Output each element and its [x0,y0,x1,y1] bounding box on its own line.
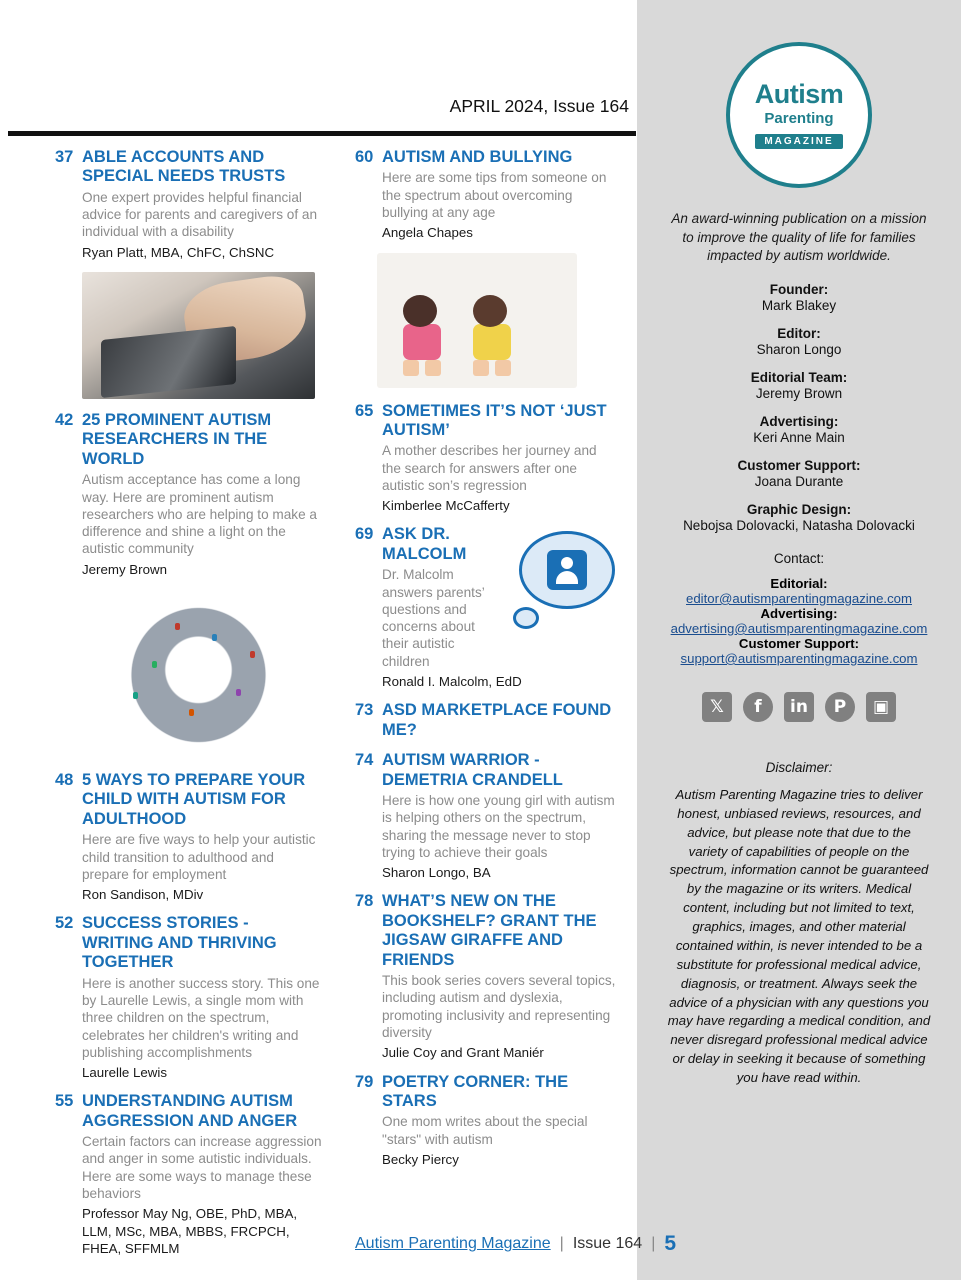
toc-page-number: 69 [355,525,374,544]
toc-entry[interactable] [355,892,617,1061]
page-footer [355,1232,955,1256]
toc-title: POETRY CORNER: THE STARS [382,1072,569,1110]
toc-entry[interactable] [355,402,617,515]
credit-role: Founder: [769,281,829,297]
toc-page-number: 48 [55,770,74,789]
disclaimer-text: Autism Parenting Magazine tries to deliver honest, unbiased reviews, resources, and advice, but please note that due to the variety of capabilities of people on the spectrum, information cannot be guaranteed by the magazine or its writers. Medical content, including but not limited to text, graphics, images, and other material contained within, is never intended to be a substitute for professional medical advice, diagnosis, or treatment. Always seek the advice of a physician with any questions you may have regarding a medical condition, and never disregard professional medical advice or delay in seeking it because of something you have read within. [667,786,931,1085]
facebook-icon[interactable]: f [743,692,773,722]
contact-list [637,576,961,666]
credit-role: Customer Support: [737,457,861,473]
toc-entry[interactable] [355,148,617,242]
credit-role: Editorial Team: [750,369,848,385]
contact-role: Editorial: [770,575,828,591]
toc-description: One mom writes about the special "stars" with autism [382,1114,588,1147]
toc-author: Professor May Ng, OBE, PhD, MBA, LLM, MSc, MBA, MBBS, FRCPCH, FHEA, SFFMLM [82,1206,298,1256]
toc-page-number: 55 [55,1092,74,1111]
toc-author: Ryan Platt, MBA, ChFC, ChSNC [82,244,275,260]
crowd-puzzle-photo [82,589,315,761]
toc-author: Angela Chapes [382,225,473,241]
credit-role: Graphic Design: [746,501,852,517]
toc-author: Ronald I. Malcolm, EdD [382,673,522,689]
contact-email-link[interactable]: support@autismparentingmagazine.com [680,650,918,666]
toc-page-number: 42 [55,410,74,429]
toc-entry[interactable] [355,701,617,740]
masthead-sidebar [637,0,961,1280]
toc-page-number: 37 [55,148,74,166]
child-figure [403,295,441,376]
toc-description: Dr. Malcolm answers parents’ questions and concerns about their autistic children [382,567,485,669]
toc-description: A mother describes her journey and the search for answers after one autistic son’s regression [382,443,597,493]
toc-description: Here is how one young girl with autism is helping others on the spectrum, sharing the message never to stop trying to achieve their goals [382,793,615,860]
toc-author: Julie Coy and Grant Maniér [382,1045,544,1061]
toc-entry[interactable] [355,525,617,690]
toc-column-left [55,148,323,1268]
footer-separator: | [559,1235,564,1252]
footer-page-number: 5 [664,1232,677,1255]
credit-role: Advertising: [759,413,839,429]
credit-name: Sharon Longo [756,341,842,357]
toc-author: Sharon Longo, BA [382,865,491,881]
toc-title: AUTISM AND BULLYING [382,148,573,166]
instagram-icon[interactable]: ▣ [866,692,896,722]
toc-title: WHAT’S NEW ON THE BOOKSHELF? GRANT THE JIGSAW GIRAFFE AND FRIENDS [382,892,597,969]
toc-title: 25 PROMINENT AUTISM RESEARCHERS IN THE WORLD [82,410,272,468]
toc-title: 5 WAYS TO PREPARE YOUR CHILD WITH AUTISM FOR ADULTHOOD [82,770,306,828]
toc-description: This book series covers several topics, including autism and dyslexia, promoting inclusivity and representing diversity [382,973,616,1040]
linkedin-icon[interactable]: in [784,692,814,722]
contact-label: Contact: [773,550,825,566]
toc-entry[interactable] [55,914,323,1081]
toc-author: Ron Sandison, MDiv [82,887,204,903]
toc-entry[interactable] [55,1092,323,1257]
social-links [637,692,961,722]
toc-author: Becky Piercy [382,1151,459,1167]
toc-entry[interactable] [355,1073,617,1169]
toc-column-right [355,148,617,1179]
child-figure [473,295,511,376]
toc-entry[interactable] [55,411,323,578]
footer-issue: Issue 164 [572,1235,643,1252]
toc-description: Here are some tips from someone on the spectrum about overcoming bullying at any age [382,170,607,220]
toc-page-number: 78 [355,892,374,911]
bullying-illustration [377,253,577,388]
toc-title: AUTISM WARRIOR - DEMETRIA CRANDELL [382,751,563,789]
toc-page-number: 79 [355,1072,374,1091]
toc-entry[interactable] [55,148,323,261]
toc-page-number: 73 [355,701,374,720]
header-rule [8,131,636,136]
footer-separator-2: | [651,1235,656,1252]
credit-name: Mark Blakey [761,297,837,313]
credit-name: Joana Durante [754,473,844,489]
toc-entry[interactable] [55,771,323,903]
credit-name: Keri Anne Main [753,429,845,445]
toc-page-number: 60 [355,148,374,166]
toc-author: Jeremy Brown [82,561,167,577]
toc-title: ABLE ACCOUNTS AND SPECIAL NEEDS TRUSTS [82,148,286,186]
toc-entry[interactable] [355,751,617,881]
tagline: An award-winning publication on a mission to improve the quality of life for families impacted by autism worldwide. [671,211,927,264]
toc-author: Kimberlee McCafferty [382,498,510,514]
credit-name: Jeremy Brown [755,385,843,401]
contact-email-link[interactable]: advertising@autismparentingmagazine.com [670,620,928,636]
toc-description: Here is another success story. This one by Laurelle Lewis, a single mom with three children on the spectrum, celebrates her children's writing and publishing accomplishments [82,975,320,1060]
contact-role: Customer Support: [738,635,860,651]
toc-description: One expert provides helpful financial advice for parents and caregivers of an individual with a disability [82,189,318,240]
logo-line-1: Autism [754,79,844,109]
credit-name: Nebojsa Dolovacki, Natasha Dolovacki [683,517,915,533]
x-twitter-icon[interactable]: 𝕏 [702,692,732,722]
logo-line-2: Parenting [764,110,834,127]
credits-list [637,282,961,533]
pinterest-icon[interactable]: P [825,692,855,722]
toc-page-number: 52 [55,914,74,933]
credit-role: Editor: [777,325,821,341]
toc-title: UNDERSTANDING AUTISM AGGRESSION AND ANGER [82,1092,298,1130]
contact-email-link[interactable]: editor@autismparentingmagazine.com [686,590,912,606]
issue-date-line: APRIL 2024, Issue 164 [449,96,629,116]
toc-description: Autism acceptance has come a long way. Here are prominent autism researchers who are helping to make a difference and shine a light on the autistic community [82,472,317,557]
logo-line-3: MAGAZINE [755,134,842,149]
disclaimer-title: Disclaimer: [765,759,833,775]
footer-magazine-name[interactable]: Autism Parenting Magazine [355,1235,551,1252]
toc-page-number: 74 [355,751,374,770]
toc-description: Certain factors can increase aggression and anger in some autistic individuals. Here are some ways to manage these behaviors [82,1134,322,1201]
speech-bubble-icon [499,525,617,633]
toc-title: SUCCESS STORIES - WRITING AND THRIVING TOGETHER [82,914,277,972]
toc-title: SOMETIMES IT’S NOT ‘JUST AUTISM’ [382,401,607,439]
toc-page-number: 65 [355,401,374,420]
toc-author: Laurelle Lewis [82,1065,168,1080]
toc-title: ASD MARKETPLACE FOUND ME? [382,701,612,739]
contact-role: Advertising: [760,605,838,621]
magazine-logo [726,42,872,188]
toc-title: ASK DR. MALCOLM [382,525,467,563]
calculator-photo [82,272,323,399]
toc-description: Here are five ways to help your autistic child transition to adulthood and prepare for employment [82,832,316,882]
